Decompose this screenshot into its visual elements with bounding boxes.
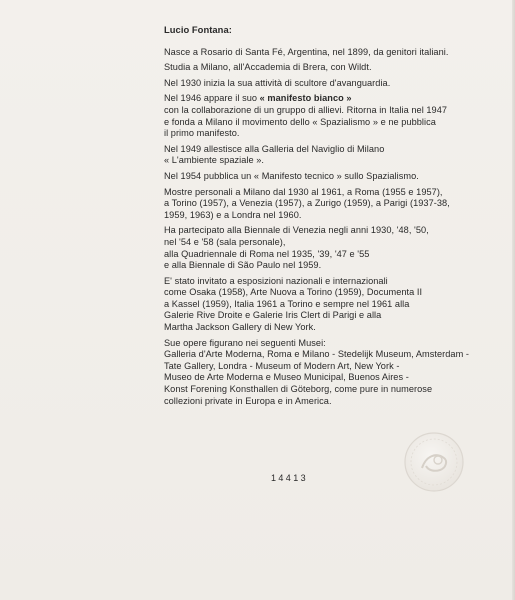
paragraph-solo-exhibitions	[164, 187, 504, 222]
text-line: alla Quadriennale di Roma nel 1935, '39, '47 e '55	[164, 248, 370, 259]
text-line: Nel 1949 allestisce alla Galleria del Naviglio di Milano	[164, 143, 385, 154]
text-line: e alla Biennale di São Paulo nel 1959.	[164, 260, 322, 271]
edition-number: 14413	[271, 473, 309, 483]
text-line: 1959, 1963) e a Londra nel 1960.	[164, 209, 302, 220]
text-line: Galerie Rive Droite e Galerie Iris Clert di Parigi e alla	[164, 310, 382, 321]
text-line: Nel 1930 inizia la sua attività di scultore d'avanguardia.	[164, 77, 391, 88]
text-line: E' stato invitato a esposizioni nazionali e internazionali	[164, 275, 388, 286]
text-line	[164, 93, 504, 105]
paragraph-1949	[164, 144, 504, 167]
text-line: Galleria d'Arte Moderna, Roma e Milano - Stedelijk Museum, Amsterdam -	[164, 349, 469, 360]
paragraph-museums	[164, 338, 504, 408]
biography-text	[164, 24, 504, 411]
paragraph-biennale	[164, 225, 504, 271]
text-line: Tate Gallery, Londra - Museum of Modern Art, New York -	[164, 360, 400, 371]
text-line: Mostre personali a Milano dal 1930 al 1961, a Roma (1955 e 1957),	[164, 186, 443, 197]
text-line: Martha Jackson Gallery di New York.	[164, 322, 316, 333]
paragraph-1930	[164, 78, 504, 90]
paragraph-birth	[164, 47, 504, 59]
text-line: il primo manifesto.	[164, 128, 240, 139]
paragraph-studies	[164, 62, 504, 74]
text-line: e fonda a Milano il movimento dello « Spazialismo » e ne pubblica	[164, 116, 436, 127]
paragraph-1946	[164, 93, 504, 139]
text-line: « L'ambiente spaziale ».	[164, 155, 264, 166]
text-line: Sue opere figurano nei seguenti Musei:	[164, 337, 326, 348]
text-line: Ha partecipato alla Biennale di Venezia negli anni 1930, '48, '50,	[164, 225, 429, 236]
biography-heading: Lucio Fontana:	[164, 24, 232, 35]
embossed-seal-icon	[402, 430, 466, 494]
text-line: Nel 1954 pubblica un « Manifesto tecnico » sullo Spazialismo.	[164, 170, 419, 181]
text-line: nel '54 e '58 (sala personale),	[164, 236, 286, 247]
text-run: Nel 1946 appare il suo	[164, 93, 258, 104]
text-line: Studia a Milano, all'Accademia di Brera, con Wildt.	[164, 62, 372, 73]
text-line: a Kassel (1959), Italia 1961 a Torino e sempre nel 1961 alla	[164, 298, 410, 309]
text-line: a Torino (1957), a Venezia (1957), a Zurigo (1959), a Parigi (1937-38,	[164, 198, 450, 209]
manifesto-bianco-title: « manifesto bianco »	[259, 93, 352, 104]
text-line: con la collaborazione di un gruppo di allievi. Ritorna in Italia nel 1947	[164, 104, 448, 115]
text-line: Nasce a Rosario di Santa Fé, Argentina, nel 1899, da genitori italiani.	[164, 46, 449, 57]
text-line: Konst Forening Konsthallen di Göteborg, come pure in numerose	[164, 384, 433, 395]
text-line: collezioni private in Europa e in America.	[164, 395, 332, 406]
text-line: Museo de Arte Moderna e Museo Municipal, Buenos Aires -	[164, 372, 409, 383]
text-line: come Osaka (1958), Arte Nuova a Torino (1959), Documenta II	[164, 287, 423, 298]
paragraph-international	[164, 276, 504, 334]
paragraph-1954	[164, 171, 504, 183]
